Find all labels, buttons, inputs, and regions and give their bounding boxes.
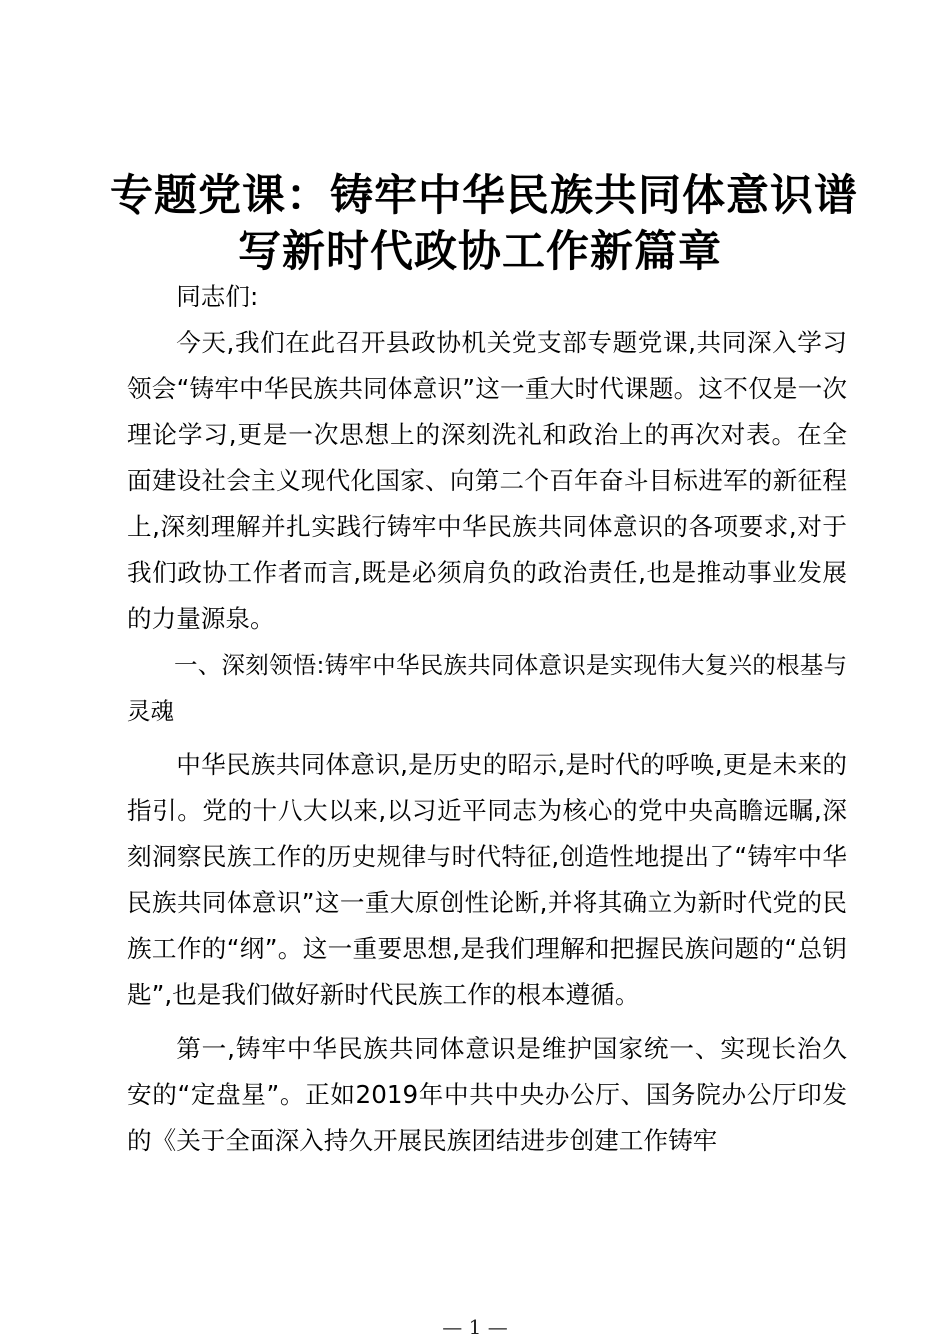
title-line-2: 写新时代政协工作新篇章 — [238, 227, 722, 277]
document-title — [110, 168, 858, 280]
section-heading: 一、深刻领悟:铸牢中华民族共同体意识是实现伟大复兴的根基与灵魂 — [127, 651, 847, 725]
intro-paragraph: 今天,我们在此召开县政协机关党支部专题党课,共同深入学习领会“铸牢中华民族共同体意识”这一重大时代课题。这不仅是一次理论学习,更是一次思想上的深刻洗礼和政治上的再次对表。在全面建设社会主义现代化国家、向第二个百年奋斗目标进军的新征程上,深刻理解并扎实践行铸牢中华民族共同体意识的各项要求,对于我们政协工作者而言,既是必须肩负的政治责任,也是推动事业发展的力量源泉。 — [127, 328, 847, 633]
page-number: — 1 — — [442, 1315, 508, 1339]
document-body — [127, 274, 847, 1164]
body-paragraph: 第一,铸牢中华民族共同体意识是维护国家统一、实现长治久安的“定盘星”。正如2019年中共中央办公厅、国务院办公厅印发的《关于全面深入持久开展民族团结进步创建工作铸牢 — [127, 1034, 847, 1155]
body-paragraph: 中华民族共同体意识,是历史的昭示,是时代的呼唤,更是未来的指引。党的十八大以来,以习近平同志为核心的党中央高瞻远瞩,深刻洞察民族工作的历史规律与时代特征,创造性地提出了“铸牢中华民族共同体意识”这一重大原创性论断,并将其确立为新时代党的民族工作的“纲”。这一重要思想,是我们理解和把握民族问题的“总钥匙”,也是我们做好新时代民族工作的根本遵循。 — [127, 750, 847, 1009]
title-line-1: 专题党课：铸牢中华民族共同体意识谱 — [110, 171, 858, 221]
salutation: 同志们: — [176, 282, 259, 311]
